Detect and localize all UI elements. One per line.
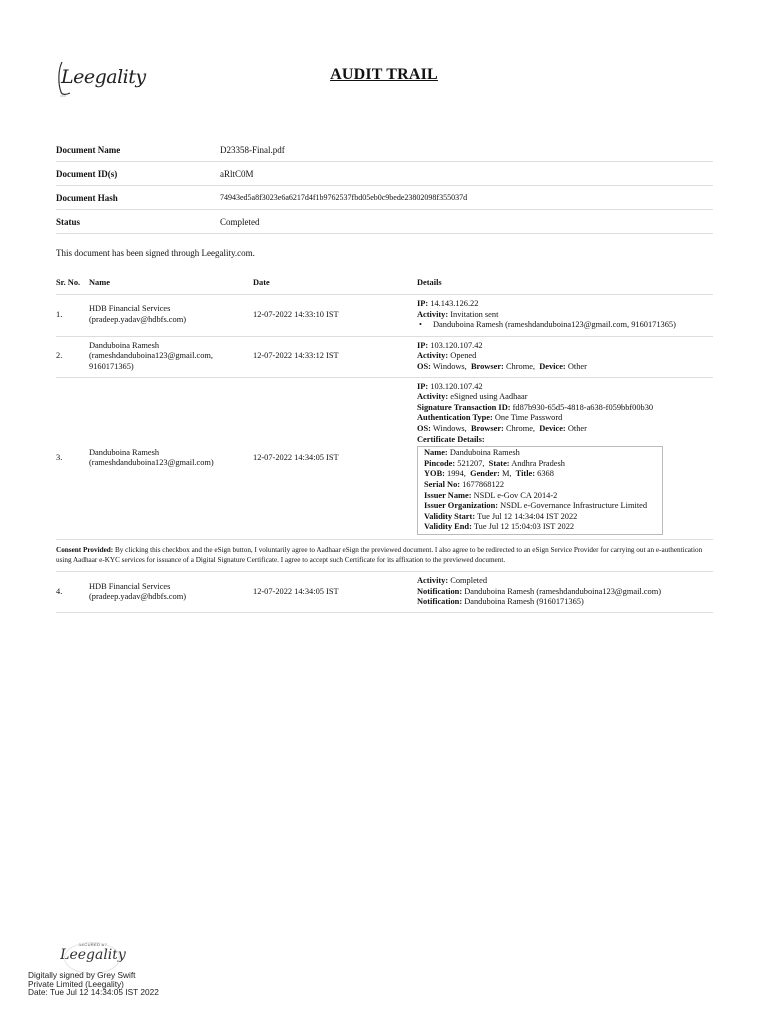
cert-title-label: Title: — [515, 469, 536, 479]
signer-contact: (rameshdanduboina123@gmail.com, — [89, 351, 214, 361]
table-row — [56, 572, 713, 613]
digital-signature-line: Digitally signed by Grey Swift — [28, 970, 136, 980]
row-sr-no: 3. — [56, 452, 63, 462]
authentication-type-label: Authentication Type: — [417, 413, 493, 423]
signer-contact: (pradeep.yadav@hdbfs.com) — [89, 314, 187, 324]
document-id-row — [56, 162, 713, 186]
activity-value: Opened — [450, 351, 477, 361]
cert-org-label: Issuer Organization: — [424, 501, 499, 511]
status-label: Status — [56, 216, 81, 227]
table-header — [56, 272, 713, 295]
consent-text: By clicking this checkbox and the eSign button, I voluntarily agree to Aadhaar eSign the previewed document. I also agree to be redirected to an eSign Service Provider for carrying out an e-authentication using Aadhaar e-KYC services for issuance of a Digital Signature Certificate. I agree to accept such Certificate for its affixation to the previewed document. — [56, 545, 703, 565]
consent-label: Consent Provided: — [56, 545, 114, 554]
signature-transaction-label: Signature Transaction ID: — [417, 402, 511, 412]
signer-name: HDB Financial Services — [89, 581, 171, 591]
row-name — [89, 448, 253, 469]
document-hash-label: Document Hash — [56, 192, 118, 203]
activity-label: Activity: — [417, 576, 449, 586]
signer-phone: 9160171365) — [89, 361, 134, 371]
activity-value: Invitation sent — [450, 309, 499, 319]
row-sr-no: 1. — [56, 309, 63, 319]
browser-value: Chrome, — [505, 423, 536, 433]
cert-name-label: Name: — [424, 448, 448, 458]
notification-label: Notification: — [417, 597, 463, 607]
document-id-value: aRltC0M — [220, 168, 254, 179]
notification-phone: Danduboina Ramesh (9160171365) — [464, 597, 584, 607]
document-info-table — [56, 138, 713, 234]
page-title: AUDIT TRAIL — [330, 66, 438, 83]
row-details — [417, 341, 713, 373]
cert-validity-start-label: Validity Start: — [424, 511, 476, 521]
device-value: Other — [567, 423, 587, 433]
row-date: 12-07-2022 14:34:05 IST — [253, 586, 339, 596]
activity-label: Activity: — [417, 309, 449, 319]
row-date: 12-07-2022 14:34:05 IST — [253, 452, 339, 462]
signer-name: Danduboina Ramesh — [89, 447, 160, 457]
notification-email: Danduboina Ramesh (rameshdanduboina123@gmail.com) — [464, 586, 662, 596]
row-date: 12-07-2022 14:33:12 IST — [253, 351, 339, 361]
leegality-seal — [58, 942, 128, 963]
device-value: Other — [567, 361, 587, 371]
recipient-list-item — [417, 320, 713, 331]
authentication-type-value: One Time Password — [494, 413, 563, 423]
ip-value: 14.143.126.22 — [430, 299, 479, 308]
os-value: Windows, — [432, 361, 467, 371]
cert-issuer-value: NSDL e-Gov CA 2014-2 — [473, 490, 558, 500]
signer-contact: (rameshdanduboina123@gmail.com) — [89, 458, 214, 468]
consent-statement — [56, 540, 713, 572]
recipient-text: Danduboina Ramesh (rameshdanduboina123@gmail.com, 9160171365) — [433, 320, 676, 330]
table-row — [56, 295, 713, 337]
signature-transaction-value: fd87b930-65d5-4818-a638-f059bbf00b30 — [512, 402, 654, 412]
digital-signature-block — [28, 971, 159, 997]
browser-label: Browser: — [470, 361, 504, 371]
secured-by-text: SECURED BY — [78, 942, 108, 947]
row-name — [89, 341, 253, 373]
activity-label: Activity: — [417, 392, 449, 402]
ip-value: 103.120.107.42 — [430, 340, 483, 350]
cert-org-value: NSDL e-Governance Infrastructure Limited — [500, 501, 648, 511]
status-value: Completed — [220, 216, 260, 227]
cert-title-value: 6368 — [537, 469, 554, 479]
certificate-details-label: Certificate Details: — [417, 434, 485, 444]
cert-yob-label: YOB: — [424, 469, 445, 479]
document-hash-value: 74943ed5a8f3023e6a6217d4f1b9762537fbd05eb0c9bede23802098f355037d — [220, 193, 468, 202]
signer-name: HDB Financial Services — [89, 304, 171, 314]
cert-validity-start-value: Tue Jul 12 14:34:04 IST 2022 — [477, 511, 578, 521]
header-sr-no: Sr. No. — [56, 277, 81, 287]
os-label: OS: — [417, 361, 431, 371]
document-hash-row — [56, 186, 713, 210]
header-details: Details — [417, 277, 442, 287]
signed-through-note: This document has been signed through Leegality.com. — [56, 248, 255, 258]
ip-label: IP: — [417, 340, 429, 350]
seal-brand: Leegality — [60, 947, 126, 963]
document-name-row — [56, 138, 713, 162]
cert-issuer-label: Issuer Name: — [424, 490, 472, 500]
os-value: Windows, — [432, 423, 467, 433]
cert-name-value: Danduboina Ramesh — [449, 448, 520, 458]
row-date: 12-07-2022 14:33:10 IST — [253, 309, 339, 319]
table-row — [56, 337, 713, 378]
cert-validity-end-value: Tue Jul 12 15:04:03 IST 2022 — [473, 522, 575, 532]
bullet-icon: • — [419, 320, 422, 330]
activity-label: Activity: — [417, 351, 449, 361]
row-name — [89, 304, 253, 325]
cert-serial-label: Serial No: — [424, 479, 461, 489]
notification-label: Notification: — [417, 586, 463, 596]
activity-value: eSigned using Aadhaar — [450, 392, 528, 402]
cert-state-value: Andhra Pradesh — [511, 458, 565, 468]
cert-gender-value: M, — [501, 469, 512, 479]
cert-gender-label: Gender: — [470, 469, 500, 479]
document-name-label: Document Name — [56, 144, 121, 155]
signer-contact: (pradeep.yadav@hdbfs.com) — [89, 592, 187, 602]
table-row — [56, 378, 713, 540]
status-row — [56, 210, 713, 234]
row-details — [417, 382, 713, 535]
certificate-details-box — [417, 446, 663, 535]
row-details — [417, 576, 713, 608]
document-id-label: Document ID(s) — [56, 168, 118, 179]
row-name — [89, 582, 253, 603]
digital-signature-date: Date: Tue Jul 12 14:34:05 IST 2022 — [28, 987, 159, 998]
logo-text: Leegality — [61, 66, 146, 88]
ip-label: IP: — [417, 299, 429, 308]
browser-value: Chrome, — [505, 361, 536, 371]
activity-value: Completed — [450, 576, 488, 586]
device-label: Device: — [539, 423, 566, 433]
cert-pincode-label: Pincode: — [424, 458, 456, 468]
os-label: OS: — [417, 423, 431, 433]
header-name: Name — [89, 277, 110, 287]
cert-state-label: State: — [488, 458, 510, 468]
header-date: Date — [253, 277, 270, 287]
ip-label: IP: — [417, 381, 429, 391]
signer-name: Danduboina Ramesh — [89, 340, 160, 350]
cert-validity-end-label: Validity End: — [424, 522, 472, 532]
document-name-value: D23358-Final.pdf — [220, 144, 285, 155]
ip-value: 103.120.107.42 — [430, 381, 483, 391]
row-details — [417, 299, 713, 331]
row-sr-no: 2. — [56, 351, 63, 361]
digital-signature-line: Private Limited (Leegality) — [28, 978, 124, 989]
audit-trail-table — [56, 272, 713, 613]
cert-serial-value: 1677868122 — [462, 479, 505, 489]
device-label: Device: — [539, 361, 566, 371]
browser-label: Browser: — [470, 423, 504, 433]
cert-yob-value: 1994, — [447, 469, 466, 479]
row-sr-no: 4. — [56, 586, 63, 596]
cert-pincode-value: 521207, — [457, 458, 485, 468]
